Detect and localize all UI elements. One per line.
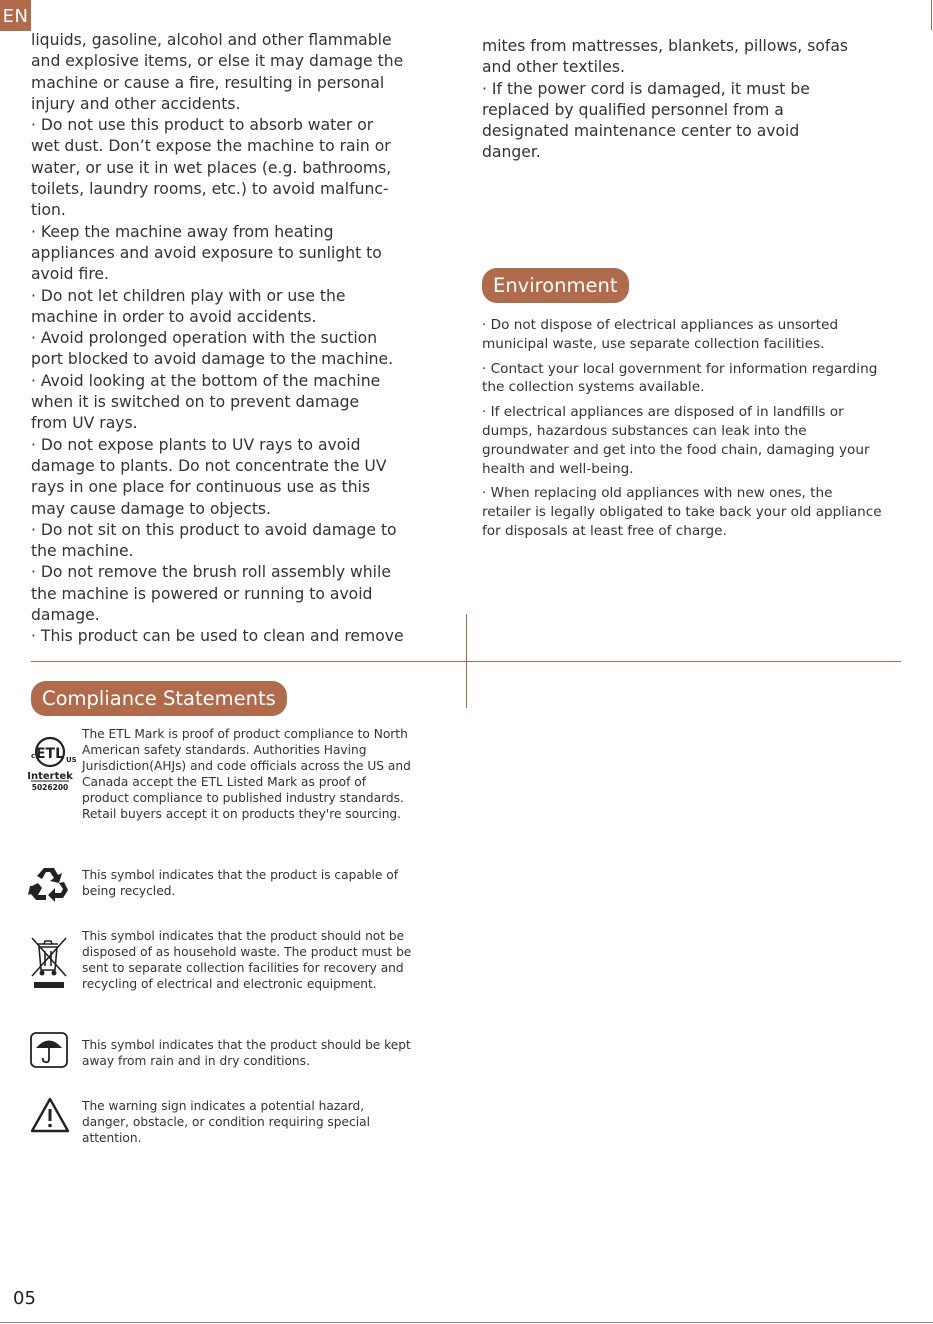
list-item: · Contact your local government for information regarding the collection systems available.: [482, 360, 878, 396]
text-line: machine in order to avoid accidents.: [31, 307, 317, 326]
text-line: may cause damage to objects.: [31, 499, 272, 518]
text-line: · If the power cord is damaged, it must be: [482, 79, 810, 98]
text-line: appliances and avoid exposure to sunlight to: [31, 243, 382, 262]
text-line: · Do not sit on this product to avoid damage to: [31, 520, 397, 539]
umbrella-icon: [28, 1031, 72, 1071]
text-line: · Avoid prolonged operation with the suction: [31, 329, 378, 348]
section-divider: [31, 661, 901, 662]
crossed-bin-icon: [28, 936, 72, 992]
text-line: and explosive items, or else it may damage the: [31, 52, 404, 71]
text-line: injury and other accidents.: [31, 94, 241, 113]
compliance-text: The warning sign indicates a potential hazard, danger, obstacle, or condition requiring special attention.: [82, 1099, 370, 1145]
text-line: designated maintenance center to avoid: [482, 122, 800, 141]
text-line: · Do not use this product to absorb water or: [31, 116, 374, 135]
text-line: the machine.: [31, 542, 134, 561]
warning-icon: [28, 1096, 72, 1136]
text-line: tion.: [31, 201, 66, 220]
text-line: danger.: [482, 143, 541, 162]
text-line: replaced by qualified personnel from a: [482, 100, 784, 119]
text-line: wet dust. Don’t expose the machine to rain or: [31, 137, 391, 156]
text-line: machine or cause a fire, resulting in personal: [31, 73, 385, 92]
text-line: damage.: [31, 606, 100, 625]
recycle-icon: [28, 864, 72, 904]
svg-text:ETL: ETL: [35, 746, 65, 762]
list-item: · If electrical appliances are disposed of in landfills or dumps, hazardous substances can leak into the groundwater and get into the food chain, damaging your health and well-being.: [482, 404, 870, 477]
compliance-text: This symbol indicates that the product should be kept away from rain and in dry conditions.: [82, 1038, 411, 1068]
text-line: · Do not remove the brush roll assembly while: [31, 563, 391, 582]
text-line: · Do not let children play with or use the: [31, 286, 346, 305]
text-line: liquids, gasoline, alcohol and other flammable: [31, 31, 392, 49]
text-line: · Keep the machine away from heating: [31, 222, 334, 241]
text-line: · Avoid looking at the bottom of the machine: [31, 371, 381, 390]
text-line: port blocked to avoid damage to the machine.: [31, 350, 394, 369]
text-line: the machine is powered or running to avoid: [31, 584, 373, 603]
page-bottom-line: [0, 1322, 933, 1323]
page-number: 05: [13, 1288, 36, 1309]
etl-c-label: c: [31, 752, 36, 760]
etl-mark-icon: [28, 730, 76, 794]
etl-number-label: 5026200: [31, 783, 69, 792]
text-line: · This product can be used to clean and remove: [31, 627, 404, 646]
text-line: rays in one place for continuous use as this: [31, 478, 371, 497]
text-line: avoid fire.: [31, 265, 109, 284]
compliance-heading: Compliance Statements: [31, 681, 287, 716]
text-line: when it is switched on to prevent damage: [31, 393, 360, 412]
page-edge-line: [931, 0, 932, 30]
environment-heading: Environment: [482, 268, 629, 303]
safety-text-left: [31, 30, 453, 648]
text-line: mites from mattresses, blankets, pillows, sofas: [482, 37, 849, 55]
language-tab: EN: [0, 0, 31, 31]
list-item: · Do not dispose of electrical appliances as unsorted municipal waste, use separate collection facilities.: [482, 317, 839, 352]
compliance-text: This symbol indicates that the product should not be disposed of as household waste. The product must be sent to separate collection facilities for recovery and recycling of electrical and electronic equipment.: [82, 929, 412, 991]
text-line: from UV rays.: [31, 414, 138, 433]
etl-us-label: US: [66, 756, 76, 764]
text-line: water, or use it in wet places (e.g. bathrooms,: [31, 158, 392, 177]
text-line: · Do not expose plants to UV rays to avoid: [31, 435, 361, 454]
compliance-text: The ETL Mark is proof of product compliance to North American safety standards. Authorities Having Jurisdiction(AHJs) and code officials across the US and Canada accept the ETL Listed Mark as proof of product compliance to published industry standards. Retail buyers accept it on products they're sourcing.: [82, 727, 411, 821]
text-line: and other textiles.: [482, 58, 625, 77]
compliance-text: This symbol indicates that the product is capable of being recycled.: [82, 868, 399, 898]
etl-brand-label: Intertek: [28, 771, 73, 782]
environment-list: [482, 316, 882, 547]
safety-text-right: [482, 36, 902, 164]
text-line: damage to plants. Do not concentrate the UV: [31, 456, 387, 475]
text-line: toilets, laundry rooms, etc.) to avoid malfunc-: [31, 180, 389, 199]
list-item: · When replacing old appliances with new ones, the retailer is legally obligated to take back your old appliance for disposals at least free of charge.: [482, 485, 882, 539]
